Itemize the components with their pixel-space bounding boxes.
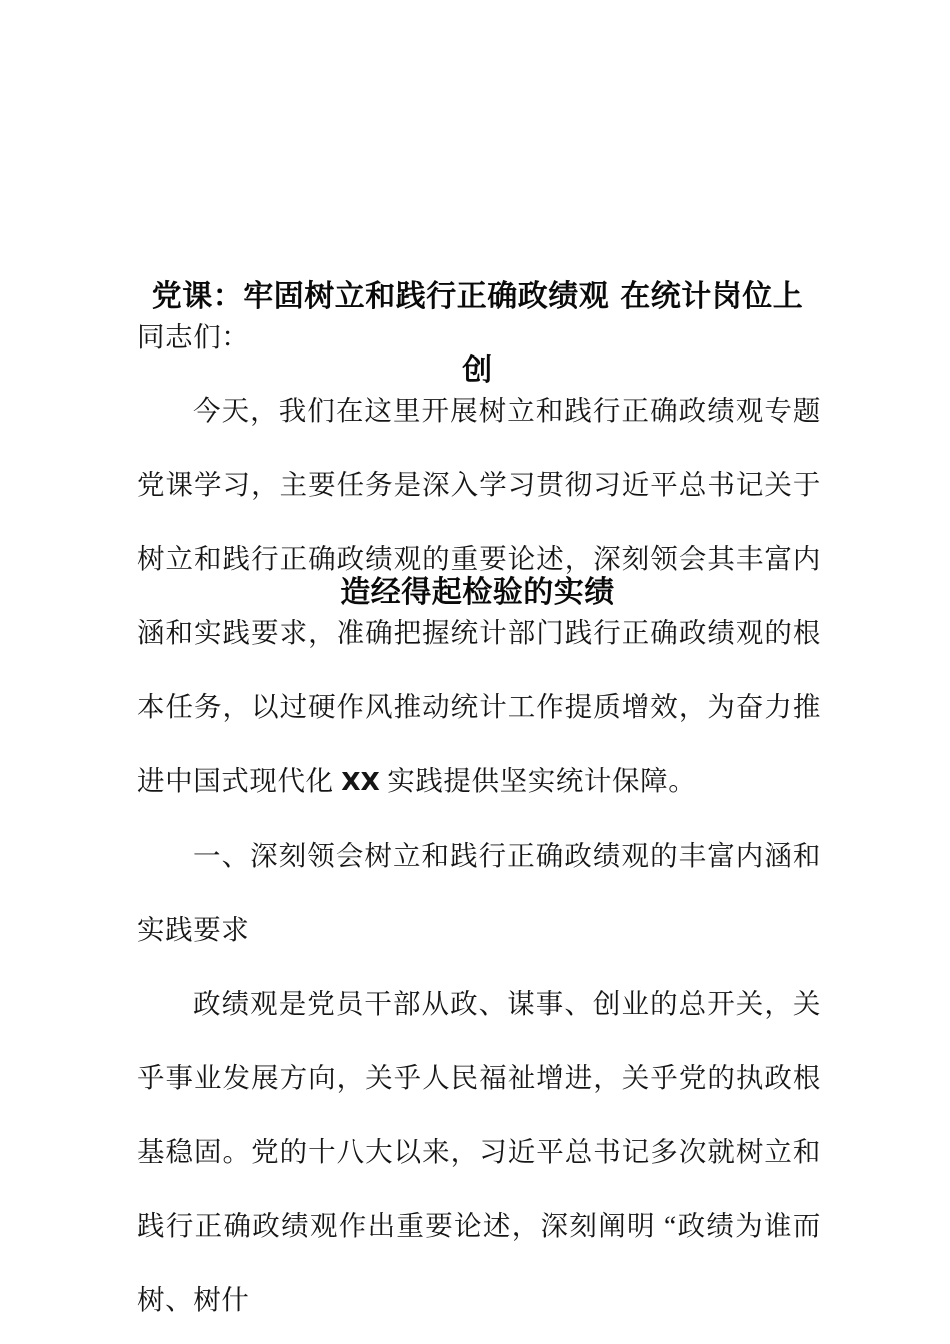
paragraph-intro-latin-token: XX xyxy=(341,767,380,796)
paragraph-intro-text-after: 实践提供坚实统计保障。 xyxy=(379,765,697,796)
salutation: 同志们： xyxy=(137,321,250,352)
paragraph-intro-text-before: 今天，我们在这里开展树立和践行正确政绩观专题党课学习，主要任务是深入学习贯彻习近平总书记关于树立和践行正确政绩观的重要论述，深刻领会其丰富内涵和实践要求，准确把握统计部门践行正确政绩观的根本任务，以过硬作风推动统计工作提质增效，为奋力推进中国式现代化 xyxy=(137,395,821,796)
page-title-line-1: 党课：牢固树立和践行正确政绩观 在统计岗位上创 xyxy=(151,279,804,388)
paragraph-section-one-body: 政绩观是党员干部从政、谋事、创业的总开关，关乎事业发展方向，关乎人民福祉增进，关乎党的执政根基稳固。党的十八大以来，习近平总书记多次就树立和践行正确政绩观作出重要论述，深刻阐明 “政绩为谁而树、树什 xyxy=(137,988,821,1315)
document-body xyxy=(137,300,821,1337)
section-heading-one: 一、深刻领会树立和践行正确政绩观的丰富内涵和实践要求 xyxy=(137,840,821,945)
page-title-line-2: 造经得起检验的实绩 xyxy=(340,575,615,610)
paragraph-intro xyxy=(137,374,821,819)
